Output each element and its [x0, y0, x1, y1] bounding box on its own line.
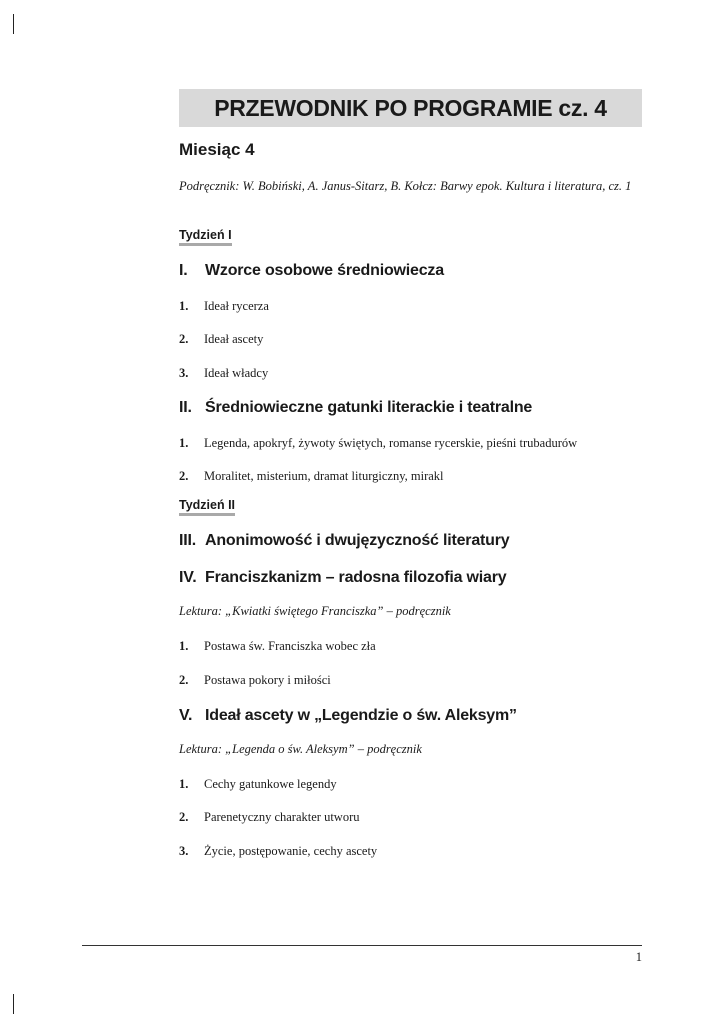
- footer-rule: [82, 945, 642, 946]
- section-3-heading: [179, 532, 509, 550]
- section-title: Średniowieczne gatunki literackie i teatralne: [205, 399, 533, 416]
- item-text: Legenda, apokryf, żywoty świętych, romanse rycerskie, pieśni trubadurów: [204, 436, 578, 450]
- section-number: II.: [179, 399, 192, 416]
- item-text: Cechy gatunkowe legendy: [204, 777, 337, 791]
- item-text: Ideał władcy: [204, 366, 269, 380]
- week-1-heading: Tydzień I: [179, 228, 232, 246]
- section-title: Ideał ascety w „Legendzie o św. Aleksym”: [205, 707, 517, 724]
- item-number: 1.: [179, 639, 189, 653]
- item-number: 2.: [179, 332, 189, 346]
- crop-mark-top: [13, 14, 14, 34]
- textbook-reference: Podręcznik: W. Bobiński, A. Janus-Sitarz, B. Kołcz: Barwy epok. Kultura i literatura, cz. 1: [179, 179, 632, 193]
- item-number: 2.: [179, 810, 189, 824]
- section-4-heading: [179, 569, 506, 587]
- section-number: V.: [179, 707, 193, 724]
- week-2-heading: Tydzień II: [179, 498, 235, 516]
- item-text: Moralitet, misterium, dramat liturgiczny, mirakl: [204, 469, 444, 483]
- month-heading: Miesiąc 4: [179, 140, 255, 159]
- item-number: 1.: [179, 299, 189, 313]
- section-title: Wzorce osobowe średniowiecza: [205, 262, 444, 279]
- page-number: 1: [635, 950, 642, 964]
- section-title: Anonimowość i dwujęzyczność literatury: [205, 532, 510, 549]
- item-text: Postawa św. Franciszka wobec zła: [204, 639, 376, 653]
- section-2-heading: [179, 399, 532, 417]
- item-number: 3.: [179, 844, 189, 858]
- item-text: Ideał ascety: [204, 332, 264, 346]
- title-band: [179, 89, 642, 127]
- item-number: 3.: [179, 366, 189, 380]
- page-title: PRZEWODNIK PO PROGRAMIE cz. 4: [214, 95, 607, 121]
- item-number: 2.: [179, 673, 189, 687]
- section-5-heading: [179, 707, 517, 725]
- item-text: Ideał rycerza: [204, 299, 269, 313]
- item-text: Postawa pokory i miłości: [204, 673, 331, 687]
- item-number: 2.: [179, 469, 189, 483]
- item-number: 1.: [179, 436, 189, 450]
- section-title: Franciszkanizm – radosna filozofia wiary: [205, 569, 507, 586]
- item-text: Życie, postępowanie, cechy ascety: [204, 844, 378, 858]
- reading-note: Lektura: „Legenda o św. Aleksym” – podręcznik: [179, 742, 422, 756]
- reading-note: Lektura: „Kwiatki świętego Franciszka” – podręcznik: [179, 604, 451, 618]
- item-number: 1.: [179, 777, 189, 791]
- section-number: IV.: [179, 569, 197, 586]
- item-text: Parenetyczny charakter utworu: [204, 810, 360, 824]
- section-number: I.: [179, 262, 188, 279]
- section-number: III.: [179, 532, 196, 549]
- section-1-heading: [179, 262, 444, 280]
- crop-mark-bottom: [13, 994, 14, 1014]
